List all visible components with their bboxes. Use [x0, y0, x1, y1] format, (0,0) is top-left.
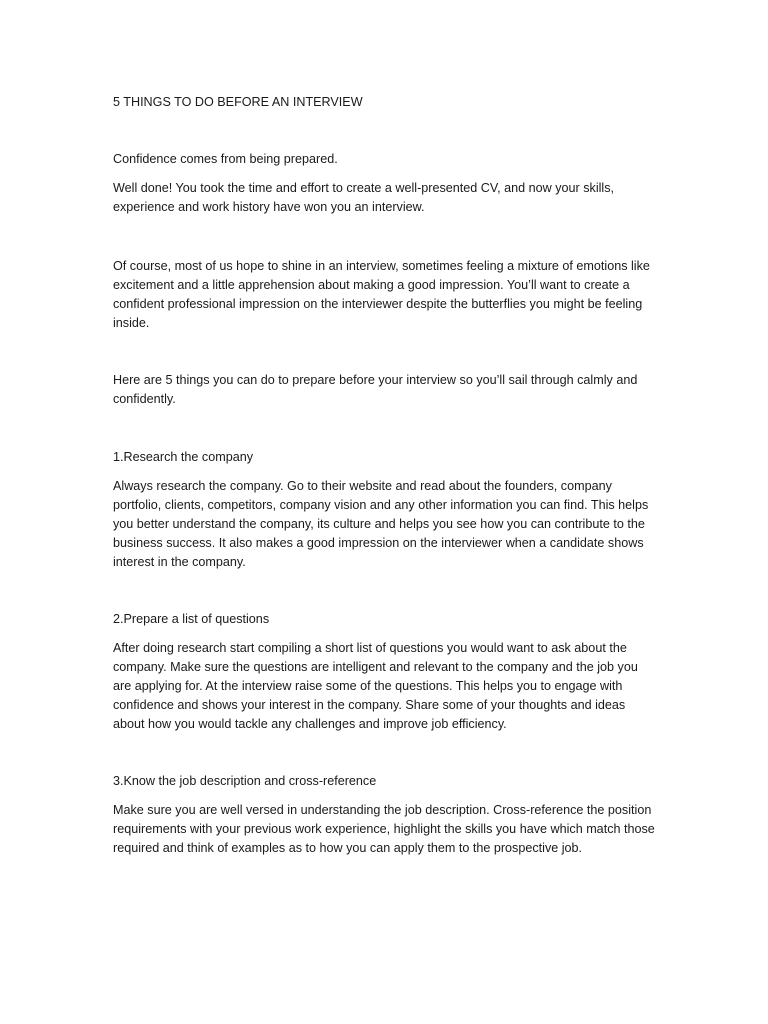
section-body-1: Always research the company. Go to their website and read about the founders, company portfolio, clients, competitors, company vision and any other information you can find. This helps you better understand the company, its culture and helps you see how you can contribute to the business success. It also makes a good impression on the interviewer when a candidate shows interest in the company. [113, 479, 649, 569]
intro-paragraph-2: Of course, most of us hope to shine in an interview, sometimes feeling a mixture of emotions like excitement and a little apprehension about making a good impression. You’ll want to create a confident professional impression on the interviewer despite the butterflies you might be feeling inside. [113, 259, 650, 330]
section-heading-3: 3.Know the job description and cross-reference [113, 774, 377, 788]
document-title: 5 THINGS TO DO BEFORE AN INTERVIEW [113, 95, 363, 109]
section-heading-1: 1.Research the company [113, 450, 254, 464]
intro-tagline: Confidence comes from being prepared. [113, 152, 338, 166]
section-heading-2: 2.Prepare a list of questions [113, 612, 270, 626]
intro-paragraph-3: Here are 5 things you can do to prepare before your interview so you’ll sail through calmly and confidently. [113, 373, 638, 406]
section-body-3: Make sure you are well versed in understanding the job description. Cross-reference the position requirements with your previous work experience, highlight the skills you have which match those required and think of examples as to how you can apply them to the prospective job. [113, 803, 655, 855]
intro-paragraph-1: Well done! You took the time and effort to create a well-presented CV, and now your skills, experience and work history have won you an interview. [113, 181, 615, 214]
document-page [113, 0, 658, 1024]
section-body-2: After doing research start compiling a short list of questions you would want to ask about the company. Make sure the questions are intelligent and relevant to the company and the job you are applying for. At the interview raise some of the questions. This helps you to engage with confidence and shows your interest in the company. Share some of your thoughts and ideas about how you would tackle any challenges and improve job efficiency. [113, 641, 638, 731]
